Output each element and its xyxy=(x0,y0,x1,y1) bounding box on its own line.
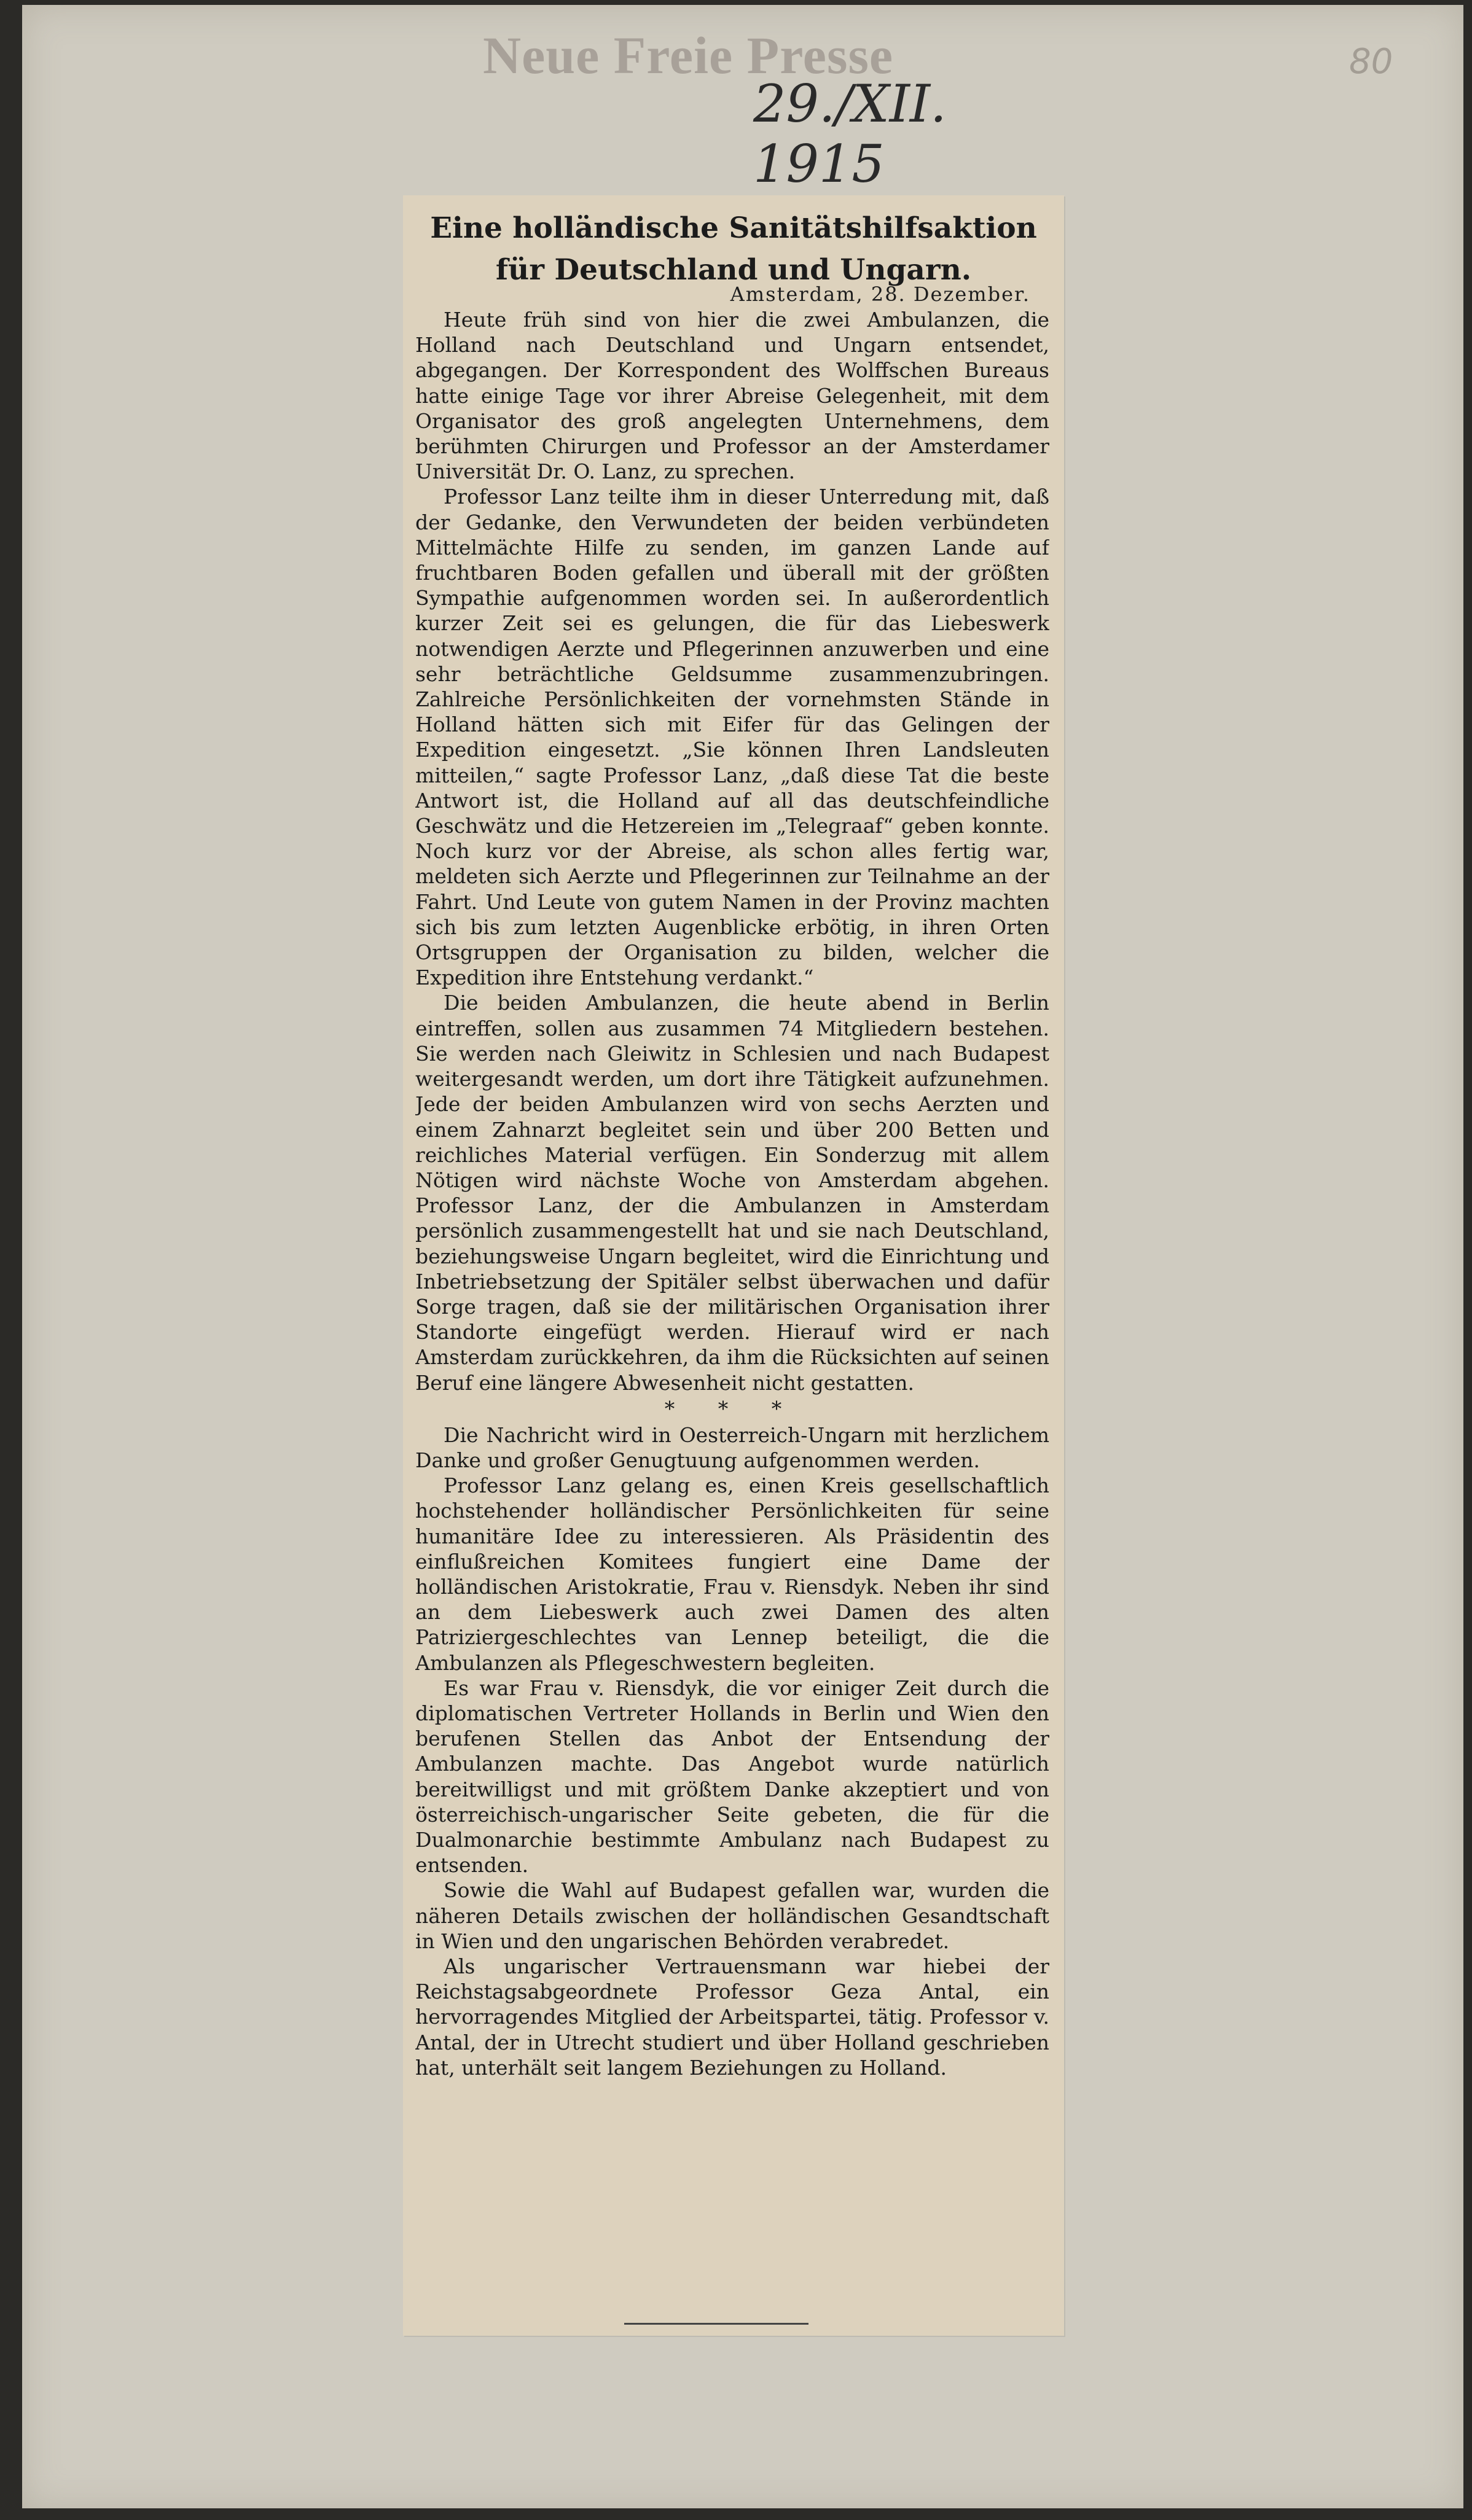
article-paragraph: Die beiden Ambulanzen, die heute abend in Berlin eintreffen, sollen aus zusammen 74 Mitgliedern bestehen. Sie werden nach Gleiwitz in Schlesien und nach Budapest weitergesandt werden, um dort ihre Tätigkeit aufzunehmen. Jede der beiden Ambulanzen wird von sechs Aerzten und einem Zahnarzt begleitet sein und über 200 Betten und reichliches Material verfügen. Ein Sonderzug mit allem Nötigen wird nächste Woche von Amsterdam abgehen. Professor Lanz, der die Ambulanzen in Amsterdam persönlich zusammengestellt hat und sie nach Deutschland, beziehungsweise Ungarn begleitet, wird die Einrichtung und Inbetriebsetzung der Spitäler selbst überwachen und dafür Sorge tragen, daß sie der militärischen Organisation ihrer Standorte eingefügt werden. Hierauf wird er nach Amsterdam zurückkehren, da ihm die Rücksichten auf seinen Beruf eine längere Abwesenheit nicht gestatten. xyxy=(415,991,1049,1395)
page-number: 80 xyxy=(1349,42,1393,82)
section-separator: * * * xyxy=(664,1396,801,1421)
newspaper-clipping xyxy=(403,195,1064,2336)
article-dateline: Amsterdam, 28. Dezember. xyxy=(730,283,1030,306)
article-paragraph: Als ungarischer Vertrauensmann war hiebei der Reichstagsabgeordnete Professor Geza Antal, ein hervorragendes Mitglied der Arbeitspartei, tätig. Professor v. Antal, der in Utrecht studiert und über Holland geschrieben hat, unterhält seit langem Beziehungen zu Holland. xyxy=(415,1954,1049,2080)
newspaper-name-stamp: Neue Freie Presse xyxy=(483,26,894,85)
article-paragraph: Sowie die Wahl auf Budapest gefallen war, wurden die näheren Details zwischen der holländischen Gesandtschaft in Wien und den ungarischen Behörden verabredet. xyxy=(415,1878,1049,1953)
article-headline: Eine holländische Sanitätshilfsaktion für Deutschland und Ungarn. xyxy=(430,211,1037,287)
archive-sheet xyxy=(22,5,1463,2508)
article-paragraph: Es war Frau v. Riensdyk, die vor einiger Zeit durch die diplomatischen Vertreter Hollands in Berlin und Wien den berufenen Stellen das Anbot der Entsendung der Ambulanzen machte. Das Angebot wurde natürlich bereitwilligst und mit größtem Danke akzeptiert und von österreichisch-ungarischer Seite gebeten, die für die Dualmonarchie bestimmte Ambulanz nach Budapest zu entsenden. xyxy=(415,1675,1049,1878)
article-paragraph: Professor Lanz gelang es, einen Kreis gesellschaftlich hochstehender holländischer Persönlichkeiten für seine humanitäre Idee zu interessieren. Als Präsidentin des einflußreichen Komitees fungiert eine Dame der holländischen Aristokratie, Frau v. Riensdyk. Neben ihr sind an dem Liebeswerk auch zwei Damen des alten Patriziergeschlechtes van Lennep beteiligt, die die Ambulanzen als Pflegeschwestern begleiten. xyxy=(415,1473,1049,1675)
handwritten-date: 29./XII. 1915 xyxy=(753,74,947,194)
end-rule xyxy=(624,2323,808,2325)
article-paragraph: Die Nachricht wird in Oesterreich-Ungarn mit herzlichem Danke und großer Genugtuung aufgenommen werden. xyxy=(415,1422,1049,1472)
article-paragraph: Heute früh sind von hier die zwei Ambulanzen, die Holland nach Deutschland und Ungarn entsendet, abgegangen. Der Korrespondent des Wolffschen Bureaus hatte einige Tage vor ihrer Abreise Gelegenheit, mit dem Organisator des groß angelegten Unternehmens, dem berühmten Chirurgen und Professor an der Amsterdamer Universität Dr. O. Lanz, zu sprechen. xyxy=(415,308,1049,484)
article-paragraph: Professor Lanz teilte ihm in dieser Unterredung mit, daß der Gedanke, den Verwundeten der beiden verbündeten Mittelmächte Hilfe zu senden, im ganzen Lande auf fruchtbaren Boden gefallen und überall mit der größten Sympathie aufgenommen worden sei. In außerordentlich kurzer Zeit sei es gelungen, die für das Liebeswerk notwendigen Aerzte und Pflegerinnen anzuwerben und eine sehr beträchtliche Geldsumme zusammenzubringen. Zahlreiche Persönlichkeiten der vornehmsten Stände in Holland hätten sich mit Eifer für das Gelingen der Expedition eingesetzt. „Sie können Ihren Landsleuten mitteilen,“ sagte Professor Lanz, „daß diese Tat die beste Antwort ist, die Holland auf all das deutschfeindliche Geschwätz und die Hetzereien im „Telegraaf“ geben konnte. Noch kurz vor der Abreise, als schon alles fertig war, meldeten sich Aerzte und Pflegerinnen zur Teilnahme an der Fahrt. Und Leute von gutem Namen in der Provinz machten sich bis zum letzten Augenblicke erbötig, in ihren Orten Ortsgruppen der Organisation zu bilden, welcher die Expedition ihre Entstehung verdankt.“ xyxy=(415,485,1049,990)
article-body xyxy=(415,307,1049,2322)
